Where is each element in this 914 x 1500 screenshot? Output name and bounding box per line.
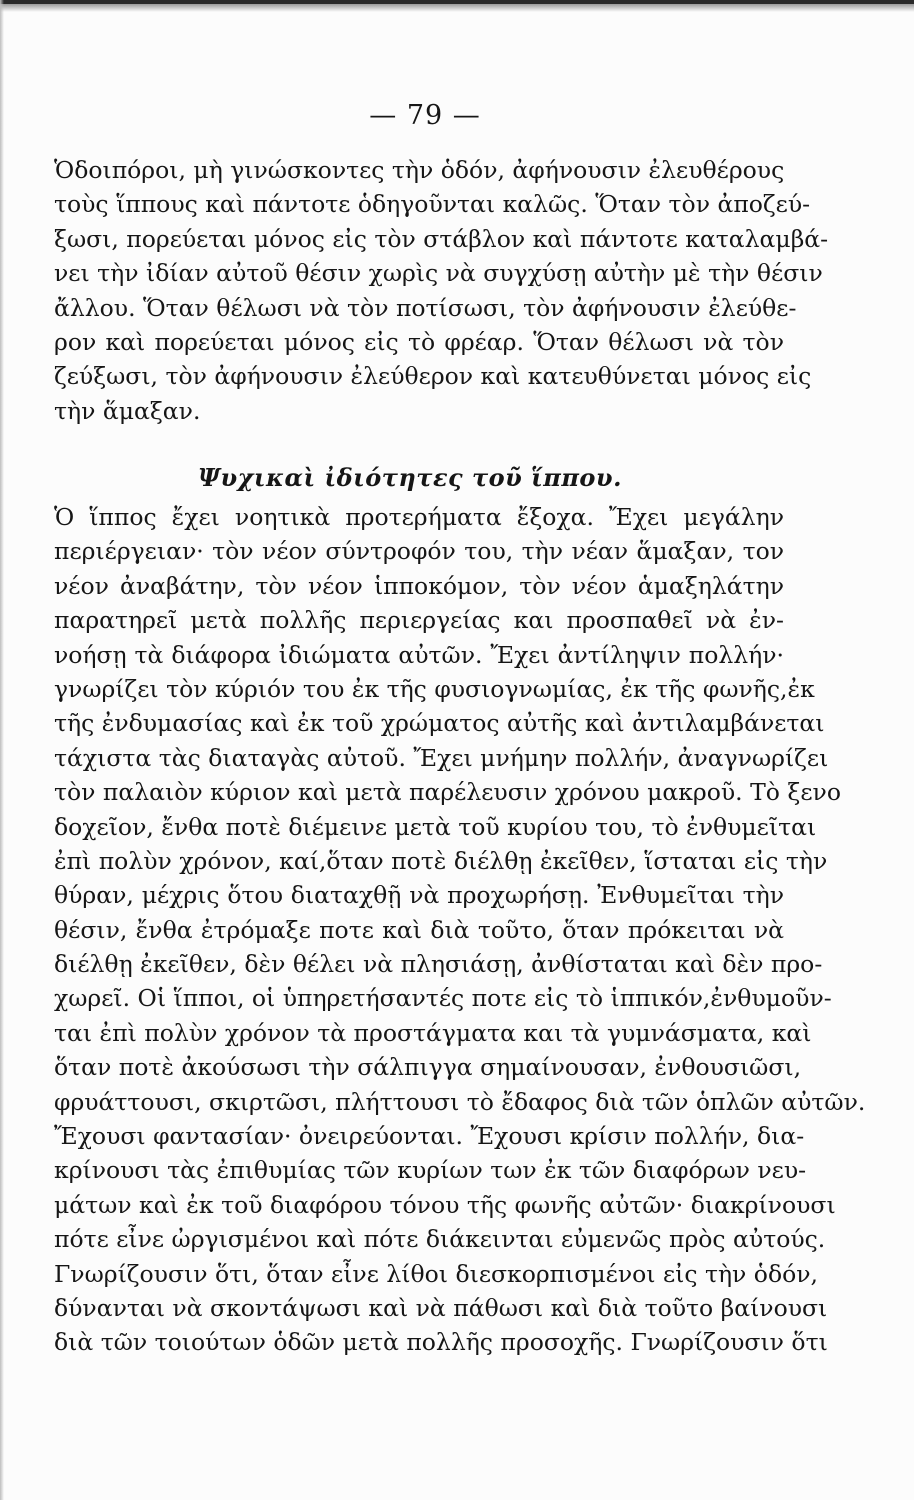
text-line: νέον ἀναβάτην, τὸν νέον ἱπποκόμον, τὸν νέον ἁμαξηλάτην (54, 571, 784, 600)
section-heading: Ψυχικαὶ ἰδιότητες τοῦ ἵππου. (198, 463, 622, 492)
text-line: ται ἐπὶ πολὺν χρόνον τὰ προστάγματα και τὰ γυμνάσματα, καὶ (54, 1018, 812, 1047)
text-line: Ὁδοιπόροι, μὴ γινώσκοντες τὴν ὁδόν, ἀφήνουσιν ἐλευθέρους (54, 156, 785, 184)
text-line: ἄλλου. Ὅταν θέλωσι νὰ τὸν ποτίσωσι, τὸν ἀφήνουσιν ἐλεύθε- (54, 293, 797, 322)
paragraph-1 (54, 153, 829, 428)
text-line: διέλθῃ ἐκεῖθεν, δὲν θέλει νὰ πλησιάσῃ, ἀνθίσταται καὶ δὲν προ- (54, 950, 823, 979)
text-line: Γνωρίζουσιν ὅτι, ὅταν εἶνε λίθοι διεσκορπισμένοι εἰς τὴν ὁδόν, (54, 1259, 819, 1288)
text-line: μάτων καὶ ἐκ τοῦ διαφόρου τόνου τῆς φωνῆς αὐτῶν· διακρίνουσι (54, 1190, 836, 1219)
text-line: χωρεῖ. Οἱ ἵπποι, οἱ ὑπηρετήσαντές ποτε εἰς τὸ ἱππικόν,ἐνθυμοῦν- (54, 984, 832, 1013)
text-line: νει τὴν ἰδίαν αὐτοῦ θέσιν χωρὶς νὰ συγχύσῃ αὐτὴν μὲ τὴν θέσιν (54, 259, 823, 288)
text-line: δοχεῖον, ἔνθα ποτὲ διέμεινε μετὰ τοῦ κυρίου του, τὸ ἐνθυμεῖται (54, 812, 817, 841)
text-line: τὸν παλαιὸν κύριον καὶ μετὰ παρέλευσιν χρόνου μακροῦ. Τὸ ξενο (54, 778, 841, 807)
text-line: πότε εἶνε ὠργισμένοι καὶ πότε διάκεινται εὐμενῶς πρὸς αὐτούς. (54, 1225, 826, 1254)
left-scan-shadow (0, 0, 4, 1500)
text-line: φρυάττουσι, σκιρτῶσι, πλήττουσι τὸ ἔδαφος διὰ τῶν ὁπλῶν αὐτῶν. (54, 1087, 866, 1116)
text-line: ἐπὶ πολὺν χρόνον, καί,ὅταν ποτὲ διέλθῃ ἐκεῖθεν, ἵσταται εἰς τὴν (54, 846, 828, 875)
text-line: κρίνουσι τὰς ἐπιθυμίας τῶν κυρίων των ἐκ τῶν διαφόρων νευ- (54, 1156, 807, 1185)
text-line: θύραν, μέχρις ὅτου διαταχθῇ νὰ προχωρήσῃ. Ἐνθυμεῖται τὴν (54, 881, 784, 910)
top-scan-shadow (0, 4, 914, 12)
text-line: Ἔχουσι φαντασίαν· ὀνειρεύονται. Ἔχουσι κρίσιν πολλήν, δια- (54, 1122, 805, 1151)
text-line: τάχιστα τὰς διαταγὰς αὐτοῦ. Ἔχει μνήμην πολλήν, ἀναγνωρίζει (54, 743, 829, 772)
text-line: ρον καὶ πορεύεται μόνος εἰς τὸ φρέαρ. Ὅταν θέλωσι νὰ τὸν (54, 327, 784, 356)
text-line: τοὺς ἵππους καὶ πάντοτε ὁδηγοῦνται καλῶς. Ὅταν τὸν ἀποζεύ- (54, 190, 811, 219)
text-line: δύνανται νὰ σκοντάψωσι καὶ νὰ πάθωσι καὶ διὰ τοῦτο βαίνουσι (54, 1293, 828, 1322)
text-line: περιέργειαν· τὸν νέον σύντροφόν του, τὴν νέαν ἅμαξαν, τον (54, 537, 784, 566)
text-line: θέσιν, ἔνθα ἐτρόμαξε ποτε καὶ διὰ τοῦτο, ὅταν πρόκειται νὰ (54, 915, 784, 944)
text-line: τῆς ἐνδυμασίας καὶ ἐκ τοῦ χρώματος αὐτῆς καὶ ἀντιλαμβάνεται (54, 709, 825, 738)
text-line: παρατηρεῖ μετὰ πολλῆς περιεργείας και προσπαθεῖ νὰ ἐν- (54, 606, 784, 635)
page-number: — 79 — (369, 100, 481, 131)
text-line: Ὁ ἵππος ἔχει νοητικὰ προτερήματα ἔξοχα. Ἔχει μεγάλην (54, 503, 784, 531)
text-line: ὅταν ποτὲ ἀκούσωσι τὴν σάλπιγγα σημαίνουσαν, ἐνθουσιῶσι, (54, 1053, 802, 1082)
text-line: ζεύξωσι, τὸν ἀφήνουσιν ἐλεύθερον καὶ κατευθύνεται μόνος εἰς (54, 362, 812, 391)
text-line: διὰ τῶν τοιούτων ὁδῶν μετὰ πολλῆς προσοχῆς. Γνωρίζουσιν ὅτι (54, 1328, 828, 1357)
text-line: ξωσι, πορεύεται μόνος εἰς τὸν στάβλον καὶ πάντοτε καταλαμβά- (54, 224, 829, 253)
text-line: γνωρίζει τὸν κύριόν του ἐκ τῆς φυσιογνωμίας, ἐκ τῆς φωνῆς,ἐκ (54, 674, 815, 703)
paragraph-2 (54, 500, 866, 1360)
text-line: νοήσῃ τὰ διάφορα ἰδιώματα αὐτῶν. Ἔχει ἀντίληψιν πολλήν· (54, 640, 784, 669)
text-line: τὴν ἅμαξαν. (54, 396, 201, 425)
